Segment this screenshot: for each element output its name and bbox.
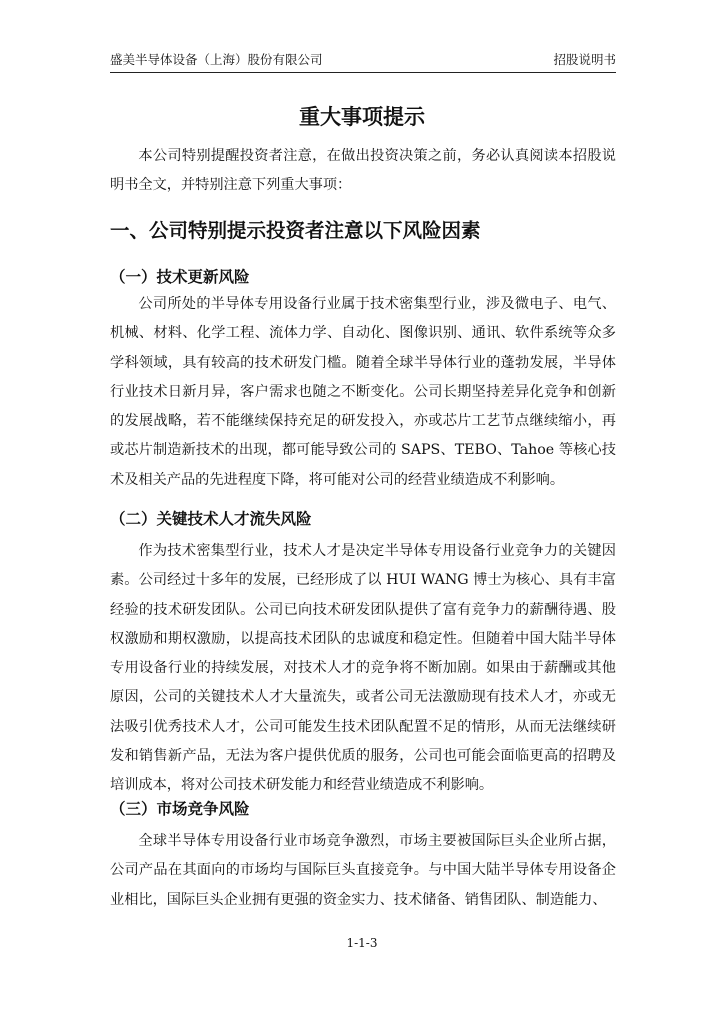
risk-heading-competition: （三）市场竞争风险 xyxy=(110,800,250,818)
risk-body-competition: 全球半导体专用设备行业市场竞争激烈，市场主要被国际巨头企业所占据，公司产品在其面向的市场均与国际巨头直接竞争。与中国大陆半导体专用设备企业相比，国际巨头企业拥有更强的资金实力、技术储备、销售团队、制造能力、 xyxy=(110,833,616,908)
risk-body-talent: 作为技术密集型行业，技术人才是决定半导体专用设备行业竞争力的关键因素。公司经过十多年的发展，已经形成了以 HUI WANG 博士为核心、具有丰富经验的技术研发团队。公司已向技术研发团队提供了富有竞争力的薪酬待遇、股权激励和期权激励，以提高技术团队的忠诚度和稳定性。但随着中国大陆半导体专用设备行业的持续发展，对技术人才的竞争将不断加剧。如果由于薪酬或其他原因，公司的关键技术人才大量流失，或者公司无法激励现有技术人才，亦或无法吸引优秀技术人才，公司可能发生技术团队配置不足的情形，从而无法继续研发和销售新产品，无法为客户提供优质的服务，公司也可能会面临更高的招聘及培训成本，将对公司技术研发能力和经营业绩造成不利影响。 xyxy=(110,543,616,794)
page-number: 1-1-3 xyxy=(346,936,378,950)
intro-paragraph: 本公司特别提醒投资者注意，在做出投资决策之前，务必认真阅读本招股说明书全文，并特别注意下列重大事项： xyxy=(110,148,616,194)
risk-body-technology: 公司所处的半导体专用设备行业属于技术密集型行业，涉及微电子、电气、机械、材料、化学工程、流体力学、自动化、图像识别、通讯、软件系统等众多学科领域，具有较高的技术研发门槛。随着全球半导体行业的蓬勃发展，半导体行业技术日新月异，客户需求也随之不断变化。公司长期坚持差异化竞争和创新的发展战略，若不能继续保持充足的研发投入，亦或芯片工艺节点继续缩小，再或芯片制造新技术的出现，都可能导致公司的 SAPS、TEBO、Tahoe 等核心技术及相关产品的先进程度下降，将可能对公司的经营业绩造成不利影响。 xyxy=(110,296,616,488)
header-document-type: 招股说明书 xyxy=(553,52,616,67)
header-company-name: 盛美半导体设备（上海）股份有限公司 xyxy=(110,52,323,67)
page-header xyxy=(110,52,616,73)
risk-heading-talent: （二）关键技术人才流失风险 xyxy=(110,510,312,528)
section-heading: 一、公司特别提示投资者注意以下风险因素 xyxy=(110,219,481,242)
document-title: 重大事项提示 xyxy=(299,105,425,129)
risk-heading-technology: （一）技术更新风险 xyxy=(110,268,250,286)
